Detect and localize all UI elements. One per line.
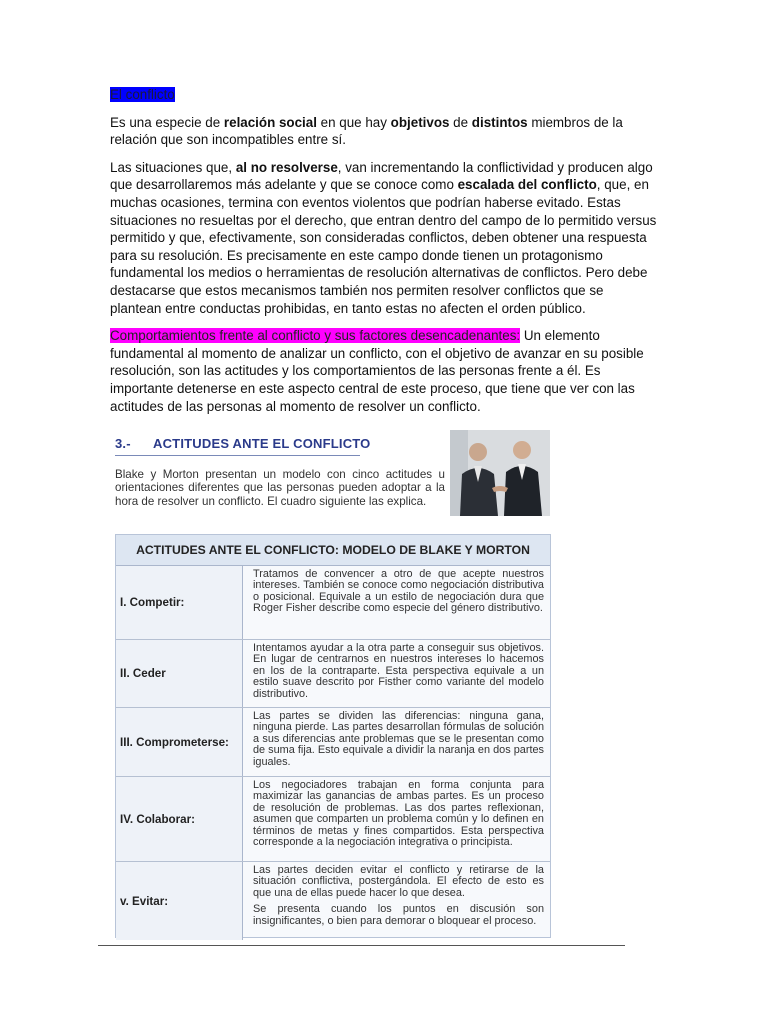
- text-run: , van incrementando la conflictividad y producen algo que desarrollaremos más adelante y que se conoce como: [110, 159, 653, 193]
- bold-run: distintos: [471, 114, 528, 130]
- handshake-photo: [450, 430, 550, 516]
- embedded-figure: [110, 428, 551, 938]
- heading-highlight: El conflicto: [110, 87, 175, 102]
- text-run: miembros de la relación que son incompatibles entre sí.: [110, 114, 623, 148]
- row-description: Tratamos de convencer a otro de que acepte nuestros intereses. También se conoce como negociación distributiva o posicional. Equivale a un estilo de negociación dura que Roger Fisher describe como especie del género distributivo.: [253, 568, 544, 615]
- row-label: III. Comprometerse:: [116, 708, 243, 776]
- paragraph-definition: [110, 114, 658, 149]
- bold-run: escalada del conflicto: [457, 177, 597, 193]
- subheading-highlight: Comportamientos frente al conflicto y sus factores desencadenantes:: [110, 328, 521, 344]
- bold-run: relación social: [223, 114, 317, 130]
- figure-title-underline: [115, 455, 360, 456]
- text-run: de: [449, 114, 472, 130]
- table-row: [116, 640, 550, 708]
- bottom-divider: [98, 945, 625, 946]
- table-row: [116, 566, 550, 640]
- document-body: [110, 86, 658, 425]
- row-description: Los negociadores trabajan en forma conjunta para maximizar las ganancias de ambas partes. Es un proceso de resolución de problemas. Las dos partes reflexionan, asumen que comparten un problema común y lo definen en términos de metas y fines compartidos. Esta perspectiva corresponde a la negociación integrativa o principista.: [253, 779, 544, 849]
- table-row: [116, 777, 550, 862]
- table-row: [116, 708, 550, 777]
- row-label: I. Competir:: [116, 566, 243, 639]
- row-description: [243, 862, 550, 940]
- text-run: , que, en muchas ocasiones, termina con eventos violentos que podrían haberse evitado. Estas situaciones no resueltas por el derecho, que entran dentro del campo de lo permitido versus permitido y que, efectivamente, son consideradas conflictos, deben obtener una respuesta para su resolución. Es precisamente en este campo donde tienen un protagonismo fundamental los medios o herramientas de resolución alternativas de conflictos. Pero debe destacarse que estos mecanismos también nos permiten resolver conflictos que se plantean entre conductas prohibidas, en tanto estas no afecten el orden público.: [110, 177, 657, 316]
- paragraph-situations: [110, 159, 658, 317]
- figure-intro: Blake y Morton presentan un modelo con cinco actitudes u orientaciones diferentes que las personas pueden adoptar a la hora de resolver un conflicto. El cuadro siguiente las explica.: [115, 468, 445, 508]
- row-description-part: Las partes deciden evitar el conflicto y retirarse de la situación conflictiva, postergándola. El efecto de esto es que una de ellas puede hacer lo que desea.: [253, 864, 544, 899]
- row-description-part: Se presenta cuando los puntos en discusión son insignificantes, o bien para demorar o bloquear el proceso.: [253, 903, 544, 927]
- text-run: Las situaciones que,: [110, 159, 236, 175]
- blake-morton-table: [115, 534, 551, 938]
- row-label: v. Evitar:: [116, 862, 243, 940]
- row-description: Las partes se dividen las diferencias: ninguna gana, ninguna pierde. Las partes desarrollan fórmulas de solución a sus diferencias ante problemas que se le presentan como de suma fija. Esto equivale a dividir la naranja en dos partes iguales.: [253, 710, 544, 768]
- text-run: Es una especie de: [110, 114, 224, 130]
- section-heading: [110, 86, 658, 104]
- figure-title-text: ACTITUDES ANTE EL CONFLICTO: [153, 436, 371, 451]
- bold-run: al no resolverse: [235, 159, 338, 175]
- figure-number: 3.-: [115, 436, 131, 451]
- row-description: Intentamos ayudar a la otra parte a conseguir sus objetivos. En lugar de centrarnos en nuestros intereses lo hacemos en los de la contraparte. Esta perspectiva equivale a un estilo suave descrito por Fisther como variante del modelo distributivo.: [253, 642, 544, 700]
- bold-run: objetivos: [390, 114, 450, 130]
- figure-title: [115, 436, 371, 451]
- row-label: IV. Colaborar:: [116, 777, 243, 861]
- table-title: ACTITUDES ANTE EL CONFLICTO: MODELO DE BLAKE Y MORTON: [116, 535, 550, 566]
- text-run: Un elemento fundamental al momento de analizar un conflicto, con el objetivo de avanzar en su posible resolución, son las actitudes y los comportamientos de las personas frente a él. Es importante detenerse en este aspecto central de este proceso, que tiene que ver con las actitudes de las personas al momento de resolver un conflicto.: [110, 328, 644, 414]
- row-label: II. Ceder: [116, 640, 243, 707]
- text-run: en que hay: [316, 114, 391, 130]
- paragraph-behaviors: [110, 327, 658, 415]
- table-row: [116, 862, 550, 940]
